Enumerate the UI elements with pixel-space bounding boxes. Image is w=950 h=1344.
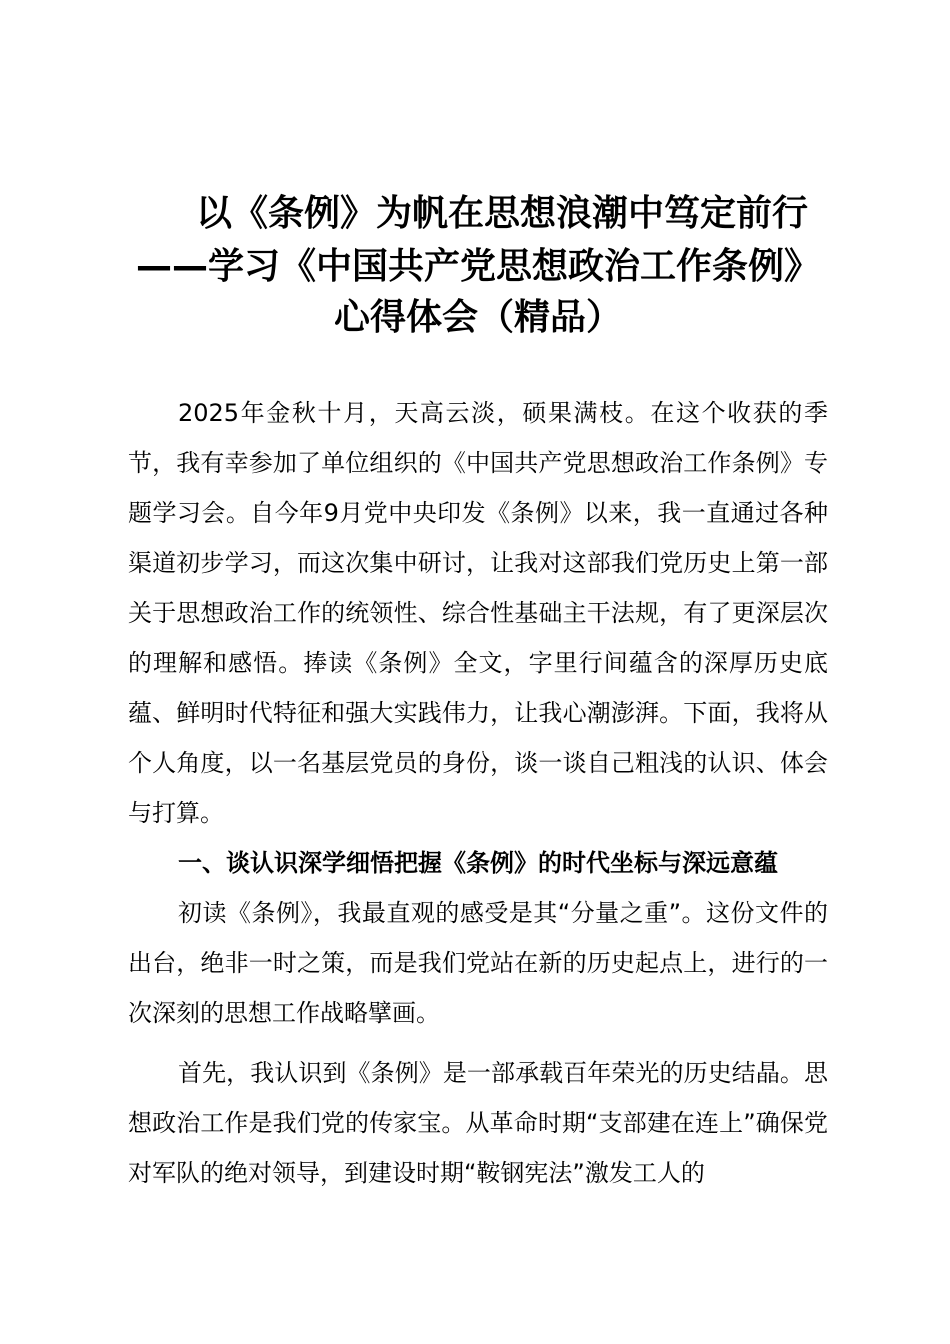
intro-paragraph: 2025年金秋十月，天高云淡，硕果满枝。在这个收获的季节，我有幸参加了单位组织的《中国共产党思想政治工作条例》专题学习会。自今年9月党中央印发《条例》以来，我一直通过各种渠道初步学习，而这次集中研讨，让我对这部我们党历史上第一部关于思想政治工作的统领性、综合性基础主干法规，有了更深层次的理解和感悟。捧读《条例》全文，字里行间蕴含的深厚历史底蕴、鲜明时代特征和强大实践伟力，让我心潮澎湃。下面，我将从个人角度，以一名基层党员的身份，谈一谈自己粗浅的认识、体会与打算。 [128, 399, 828, 827]
document-body [128, 388, 828, 1198]
document-title-line-1: 以《条例》为帆在思想浪潮中笃定前行 [195, 193, 808, 234]
document-title-line-2: ——学习《中国共产党思想政治工作条例》 [135, 246, 820, 287]
section-paragraph-1: 初读《条例》，我最直观的感受是其“分量之重”。这份文件的出台，绝非一时之策，而是我们党站在新的历史起点上，进行的一次深刻的思想工作战略擘画。 [128, 899, 828, 1027]
section-paragraph-2: 首先，我认识到《条例》是一部承载百年荣光的历史结晶。思想政治工作是我们党的传家宝。从革命时期“支部建在连上”确保党对军队的绝对领导，到建设时期“鞍钢宪法”激发工人的 [128, 1059, 828, 1187]
section-heading-1: 一、谈认识深学细悟把握《条例》的时代坐标与深远意蕴 [178, 849, 778, 877]
document-title-line-3: 心得体会（精品） [333, 297, 622, 338]
